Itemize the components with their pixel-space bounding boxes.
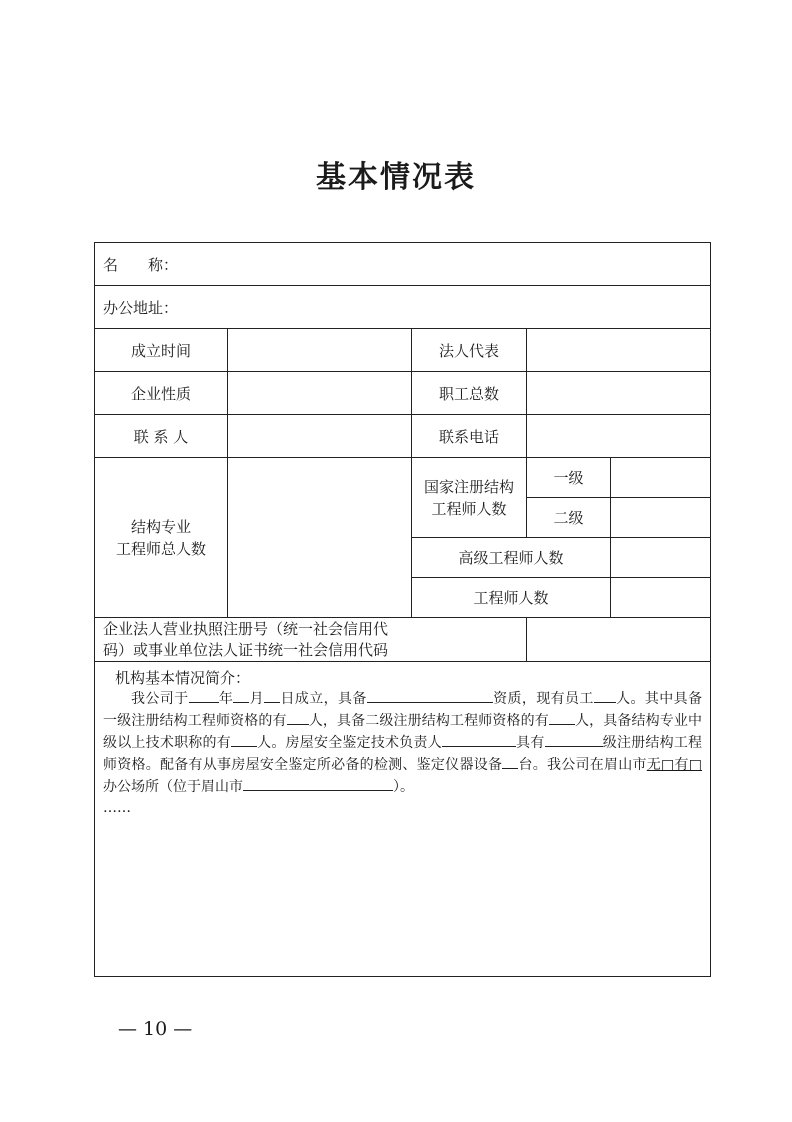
blank-intermediate-count[interactable] (231, 732, 257, 747)
senior-eng-label: 高级工程师人数 (412, 538, 611, 578)
founded-field[interactable] (228, 329, 412, 372)
has-office-options[interactable]: 无□有□ (646, 757, 703, 773)
legal-rep-label: 法人代表 (412, 329, 527, 372)
blank-tech-lead[interactable] (442, 732, 516, 747)
license-label-line1: 企业法人营业执照注册号（统一社会信用代 (103, 619, 389, 638)
struct-eng-total-label (95, 458, 228, 618)
phone-field[interactable] (527, 415, 711, 458)
blank-staff[interactable] (594, 688, 616, 703)
intro-cell[interactable] (95, 662, 711, 977)
struct-eng-label-line1: 结构专业 (130, 517, 191, 536)
basic-info-table (94, 242, 711, 977)
level2-label: 二级 (527, 498, 611, 538)
national-reg-label (412, 458, 527, 538)
page-number: — 10 — (118, 1018, 193, 1040)
intro-ellipsis: …… (103, 800, 131, 816)
senior-eng-field[interactable] (611, 538, 711, 578)
blank-level1-count[interactable] (287, 710, 309, 725)
license-field[interactable] (527, 618, 711, 662)
national-reg-label-line1: 国家注册结构 (423, 477, 514, 496)
founded-label: 成立时间 (95, 329, 228, 372)
struct-eng-total-field[interactable] (228, 458, 412, 618)
phone-label: 联系电话 (412, 415, 527, 458)
staff-total-field[interactable] (527, 372, 711, 415)
intro-paragraph: 我公司于 年 月 日成立，具备 资质，现有员工 人。其中具备一级注册结构工程师资格的有 人，具备二级注册结构工程师资格的有 人，具备结构专业中级以上技术职称的有 人。房屋安全鉴定技术负责人 具有 级注册结构工程师资格。配备有从事房屋安全鉴定所必备的检测、鉴定仪器设备 台。我公司在眉山市无□有□办公场所（位于眉山市 ）。 (103, 688, 702, 798)
blank-day[interactable] (264, 688, 280, 703)
legal-rep-field[interactable] (527, 329, 711, 372)
address-row[interactable] (95, 286, 711, 329)
contact-field[interactable] (228, 415, 412, 458)
eng-field[interactable] (611, 578, 711, 618)
license-label (95, 618, 527, 662)
level1-label: 一级 (527, 458, 611, 498)
name-label: 名 称： (103, 255, 179, 274)
intro-heading: 机构基本情况简介： (115, 669, 251, 687)
contact-label: 联 系 人 (95, 415, 228, 458)
eng-label: 工程师人数 (412, 578, 611, 618)
staff-total-label: 职工总数 (412, 372, 527, 415)
address-label: 办公地址： (103, 298, 179, 317)
level1-field[interactable] (611, 458, 711, 498)
license-label-line2: 码）或事业单位法人证书统一社会信用代码 (103, 640, 389, 659)
national-reg-label-line2: 工程师人数 (431, 499, 507, 518)
blank-month[interactable] (233, 688, 249, 703)
blank-reg-level[interactable] (545, 732, 603, 747)
blank-year[interactable] (189, 688, 219, 703)
blank-office-address[interactable] (243, 776, 393, 791)
page-title: 基本情况表 (316, 160, 476, 195)
name-row[interactable] (95, 243, 711, 286)
level2-field[interactable] (611, 498, 711, 538)
struct-eng-label-line2: 工程师总人数 (115, 539, 206, 558)
blank-equipment-count[interactable] (502, 754, 518, 769)
blank-qualification[interactable] (367, 688, 493, 703)
blank-level2-count[interactable] (549, 710, 575, 725)
enterprise-type-field[interactable] (228, 372, 412, 415)
enterprise-type-label: 企业性质 (95, 372, 228, 415)
